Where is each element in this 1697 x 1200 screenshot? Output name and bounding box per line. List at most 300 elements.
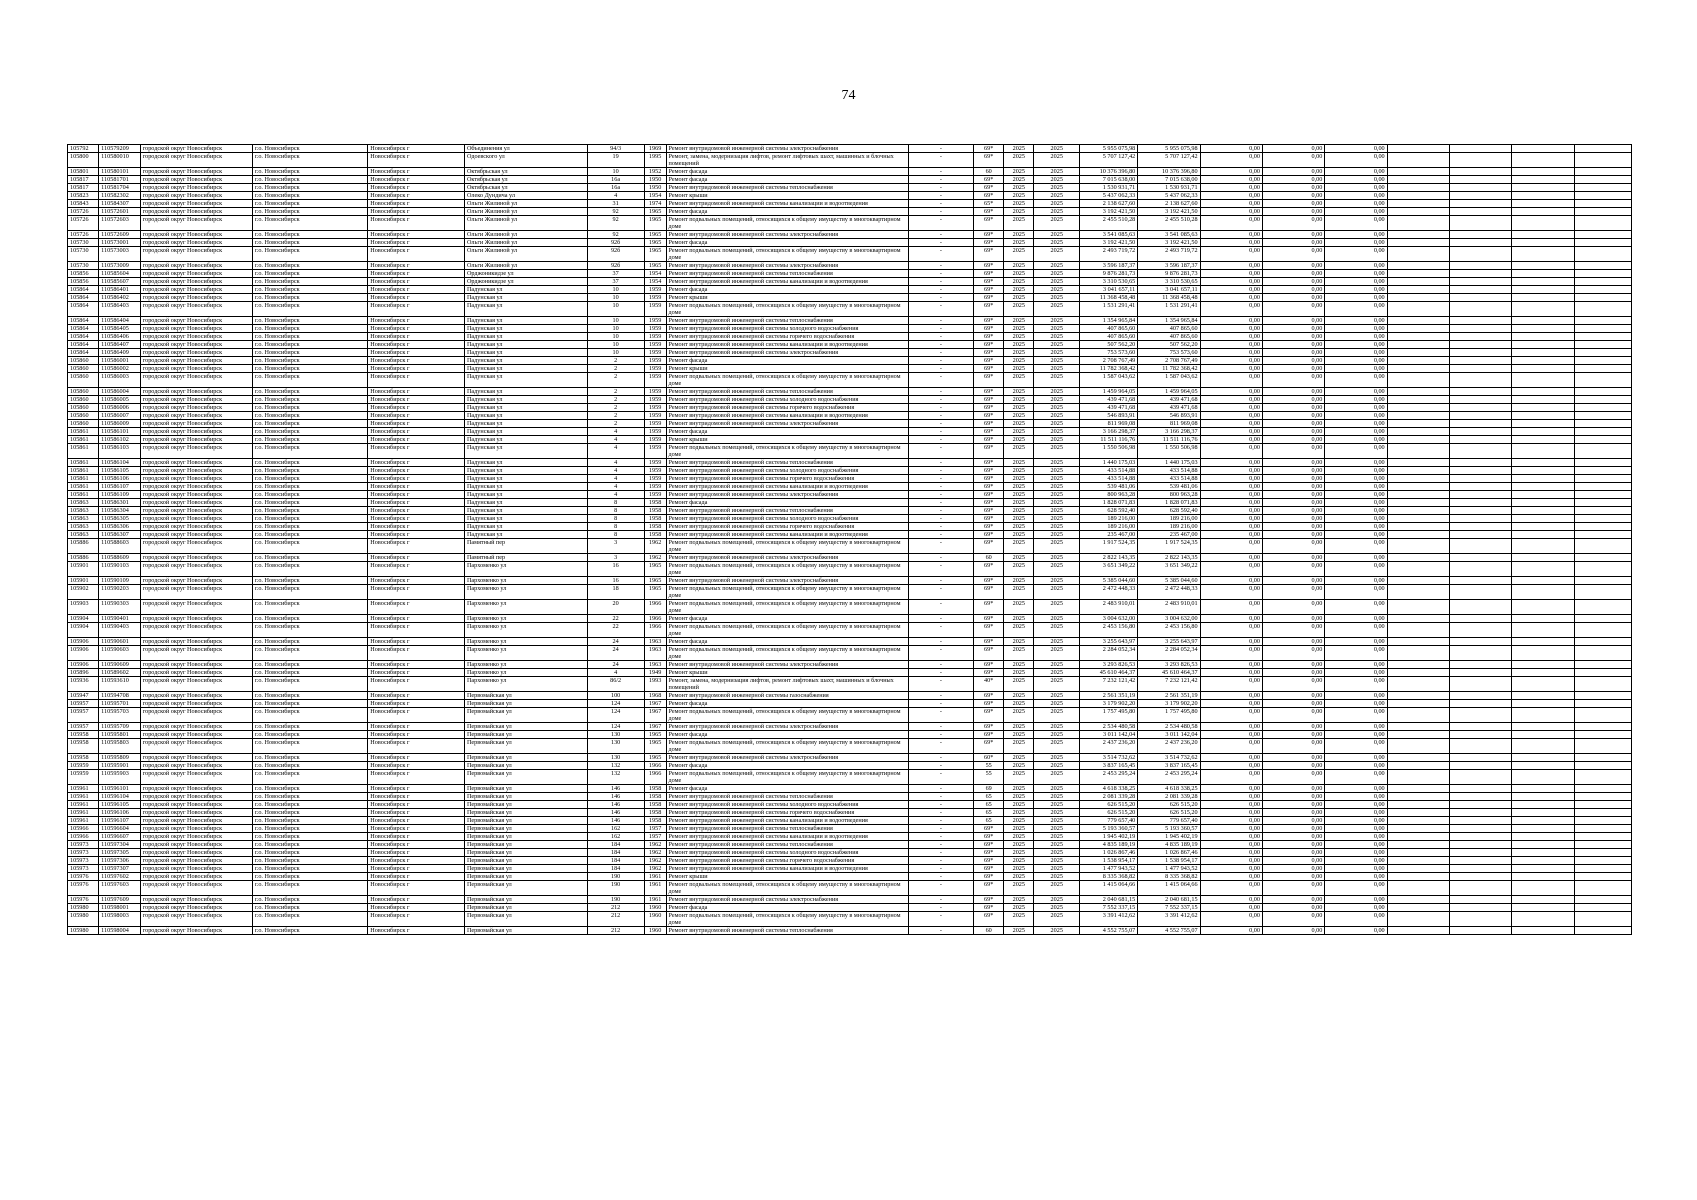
- cell-empty: [1387, 523, 1449, 531]
- cell-unit: -: [908, 677, 973, 692]
- cell-municipality: городской округ Новосибирск: [140, 317, 252, 325]
- cell-year-end: 2025: [1034, 881, 1080, 896]
- table-row: [68, 436, 1632, 444]
- cell-city: Новосибирск г: [368, 239, 465, 247]
- cell-owner-cost: 0,00: [1325, 754, 1387, 762]
- cell-build-year: 1995: [644, 153, 666, 168]
- cell-house-id: 105973: [68, 857, 99, 865]
- cell-region-cost: 0,00: [1200, 817, 1262, 825]
- cell-year-end: 2025: [1034, 770, 1080, 785]
- cell-year-start: 2025: [1004, 927, 1034, 935]
- cell-repair-type: Ремонт внутридомовой инженерной системы канализации и водоотведения: [666, 483, 908, 491]
- cell-build-year: 1959: [644, 428, 666, 436]
- table-row: [68, 700, 1632, 708]
- cell-empty: [1512, 491, 1574, 499]
- cell-district: г.о. Новосибирск: [252, 216, 367, 231]
- cell-house-number: 184: [587, 865, 644, 873]
- cell-total-cost: 1 440 175,03: [1080, 459, 1138, 467]
- cell-municipality: городской округ Новосибирск: [140, 216, 252, 231]
- cell-owner-cost: 0,00: [1325, 825, 1387, 833]
- cell-build-year: 1967: [644, 723, 666, 731]
- cell-wear: 69*: [974, 585, 1004, 600]
- cell-house-id: 105860: [68, 373, 99, 388]
- cell-district: г.о. Новосибирск: [252, 349, 367, 357]
- cell-year-end: 2025: [1034, 325, 1080, 333]
- cell-wear: 69*: [974, 459, 1004, 467]
- cell-street: Падунская ул: [464, 475, 587, 483]
- cell-street: Первомайская ул: [464, 881, 587, 896]
- cell-repair-type: Ремонт фасада: [666, 700, 908, 708]
- cell-wear: 69: [974, 785, 1004, 793]
- cell-empty: [1449, 708, 1511, 723]
- cell-street: Первомайская ул: [464, 849, 587, 857]
- cell-municipality: городской округ Новосибирск: [140, 927, 252, 935]
- cell-repair-type: Ремонт крыши: [666, 192, 908, 200]
- table-row: [68, 184, 1632, 192]
- cell-empty: [1449, 294, 1511, 302]
- cell-unit: -: [908, 208, 973, 216]
- cell-empty: [1574, 809, 1631, 817]
- table-row: [68, 857, 1632, 865]
- cell-empty: [1512, 475, 1574, 483]
- cell-region-cost: 0,00: [1200, 785, 1262, 793]
- cell-house-id: 105726: [68, 208, 99, 216]
- cell-empty: [1387, 333, 1449, 341]
- cell-empty: [1449, 428, 1511, 436]
- cell-house-number: 94/3: [587, 145, 644, 153]
- cell-repair-type: Ремонт фасада: [666, 428, 908, 436]
- cell-total-cost: 2 708 767,49: [1080, 357, 1138, 365]
- cell-empty: [1387, 554, 1449, 562]
- cell-municipal-cost: 0,00: [1262, 420, 1324, 428]
- cell-house-number: 190: [587, 881, 644, 896]
- cell-city: Новосибирск г: [368, 475, 465, 483]
- cell-fund-cost: 2 437 236,20: [1138, 739, 1200, 754]
- cell-empty: [1387, 428, 1449, 436]
- cell-owner-cost: 0,00: [1325, 739, 1387, 754]
- cell-municipal-cost: 0,00: [1262, 184, 1324, 192]
- cell-year-end: 2025: [1034, 444, 1080, 459]
- cell-year-end: 2025: [1034, 388, 1080, 396]
- cell-house-number: 8: [587, 531, 644, 539]
- cell-city: Новосибирск г: [368, 216, 465, 231]
- cell-wear: 69*: [974, 562, 1004, 577]
- cell-municipal-cost: 0,00: [1262, 708, 1324, 723]
- cell-empty: [1387, 357, 1449, 365]
- cell-wear: 69*: [974, 499, 1004, 507]
- table-row: [68, 270, 1632, 278]
- cell-region-cost: 0,00: [1200, 459, 1262, 467]
- cell-house-id: 105864: [68, 333, 99, 341]
- cell-district: г.о. Новосибирск: [252, 785, 367, 793]
- cell-empty: [1574, 286, 1631, 294]
- cell-empty: [1449, 669, 1511, 677]
- cell-empty: [1387, 475, 1449, 483]
- table-row: [68, 817, 1632, 825]
- cell-district: г.о. Новосибирск: [252, 262, 367, 270]
- cell-unit: -: [908, 841, 973, 849]
- cell-repair-id: 110590403: [99, 623, 141, 638]
- cell-empty: [1387, 325, 1449, 333]
- cell-empty: [1387, 176, 1449, 184]
- cell-repair-id: 110597306: [99, 857, 141, 865]
- cell-wear: 69*: [974, 700, 1004, 708]
- cell-district: г.о. Новосибирск: [252, 841, 367, 849]
- cell-repair-type: Ремонт фасада: [666, 286, 908, 294]
- cell-house-id: 105863: [68, 499, 99, 507]
- cell-municipal-cost: 0,00: [1262, 825, 1324, 833]
- cell-municipal-cost: 0,00: [1262, 270, 1324, 278]
- cell-municipal-cost: 0,00: [1262, 692, 1324, 700]
- cell-empty: [1574, 849, 1631, 857]
- cell-street: Падунская ул: [464, 420, 587, 428]
- cell-municipality: городской округ Новосибирск: [140, 754, 252, 762]
- cell-repair-id: 110590109: [99, 577, 141, 585]
- cell-total-cost: 7 015 638,00: [1080, 176, 1138, 184]
- cell-repair-type: Ремонт внутридомовой инженерной системы горячего водоснабжения: [666, 404, 908, 412]
- cell-district: г.о. Новосибирск: [252, 881, 367, 896]
- cell-repair-type: Ремонт фасада: [666, 785, 908, 793]
- cell-empty: [1449, 444, 1511, 459]
- cell-district: г.о. Новосибирск: [252, 638, 367, 646]
- table-row: [68, 317, 1632, 325]
- cell-street: Первомайская ул: [464, 825, 587, 833]
- cell-empty: [1387, 723, 1449, 731]
- cell-fund-cost: 1 945 402,19: [1138, 833, 1200, 841]
- cell-empty: [1449, 262, 1511, 270]
- cell-municipality: городской округ Новосибирск: [140, 467, 252, 475]
- cell-municipal-cost: 0,00: [1262, 865, 1324, 873]
- table-row: [68, 623, 1632, 638]
- cell-empty: [1387, 531, 1449, 539]
- cell-empty: [1449, 176, 1511, 184]
- cell-total-cost: 1 587 043,62: [1080, 373, 1138, 388]
- table-row: [68, 849, 1632, 857]
- cell-region-cost: 0,00: [1200, 467, 1262, 475]
- cell-year-start: 2025: [1004, 723, 1034, 731]
- cell-region-cost: 0,00: [1200, 523, 1262, 531]
- cell-empty: [1387, 857, 1449, 865]
- cell-empty: [1574, 515, 1631, 523]
- cell-build-year: 1993: [644, 677, 666, 692]
- cell-street: Первомайская ул: [464, 927, 587, 935]
- cell-house-number: 31: [587, 200, 644, 208]
- cell-empty: [1387, 646, 1449, 661]
- cell-repair-type: Ремонт внутридомовой инженерной системы канализации и водоотведения: [666, 412, 908, 420]
- cell-city: Новосибирск г: [368, 278, 465, 286]
- cell-repair-id: 110586401: [99, 286, 141, 294]
- cell-wear: 60*: [974, 754, 1004, 762]
- cell-street: Падунская ул: [464, 483, 587, 491]
- cell-repair-type: Ремонт фасада: [666, 208, 908, 216]
- cell-empty: [1449, 723, 1511, 731]
- cell-house-id: 105863: [68, 531, 99, 539]
- cell-district: г.о. Новосибирск: [252, 873, 367, 881]
- cell-street: Одоевского ул: [464, 153, 587, 168]
- cell-municipal-cost: 0,00: [1262, 278, 1324, 286]
- cell-municipality: городской округ Новосибирск: [140, 801, 252, 809]
- cell-city: Новосибирск г: [368, 762, 465, 770]
- cell-city: Новосибирск г: [368, 325, 465, 333]
- cell-wear: 69*: [974, 192, 1004, 200]
- cell-repair-id: 110590103: [99, 562, 141, 577]
- cell-year-start: 2025: [1004, 562, 1034, 577]
- cell-repair-type: Ремонт внутридомовой инженерной системы электроснабжения: [666, 262, 908, 270]
- cell-owner-cost: 0,00: [1325, 904, 1387, 912]
- cell-repair-id: 110572603: [99, 216, 141, 231]
- cell-wear: 69*: [974, 661, 1004, 669]
- cell-district: г.о. Новосибирск: [252, 436, 367, 444]
- cell-build-year: 1959: [644, 349, 666, 357]
- cell-street: Падунская ул: [464, 428, 587, 436]
- table-row: [68, 216, 1632, 231]
- cell-fund-cost: 433 514,88: [1138, 467, 1200, 475]
- cell-unit: -: [908, 428, 973, 436]
- cell-empty: [1512, 184, 1574, 192]
- cell-fund-cost: 1 026 867,46: [1138, 849, 1200, 857]
- cell-empty: [1512, 231, 1574, 239]
- table-row: [68, 661, 1632, 669]
- cell-year-end: 2025: [1034, 865, 1080, 873]
- cell-owner-cost: 0,00: [1325, 278, 1387, 286]
- cell-year-end: 2025: [1034, 483, 1080, 491]
- cell-street: Первомайская ул: [464, 793, 587, 801]
- cell-wear: 69*: [974, 491, 1004, 499]
- cell-total-cost: 626 515,20: [1080, 809, 1138, 817]
- cell-wear: 69*: [974, 270, 1004, 278]
- cell-build-year: 1959: [644, 365, 666, 373]
- cell-fund-cost: 1 354 965,84: [1138, 317, 1200, 325]
- cell-empty: [1512, 325, 1574, 333]
- cell-repair-id: 110586102: [99, 436, 141, 444]
- cell-year-start: 2025: [1004, 770, 1034, 785]
- cell-year-end: 2025: [1034, 723, 1080, 731]
- cell-city: Новосибирск г: [368, 817, 465, 825]
- cell-year-end: 2025: [1034, 459, 1080, 467]
- cell-house-id: 105957: [68, 708, 99, 723]
- cell-empty: [1387, 286, 1449, 294]
- cell-region-cost: 0,00: [1200, 270, 1262, 278]
- cell-district: г.о. Новосибирск: [252, 661, 367, 669]
- cell-empty: [1449, 302, 1511, 317]
- cell-year-start: 2025: [1004, 731, 1034, 739]
- page-number: 74: [841, 88, 856, 103]
- cell-street: Октябрьская ул: [464, 176, 587, 184]
- cell-street: Падунская ул: [464, 507, 587, 515]
- cell-street: Первомайская ул: [464, 770, 587, 785]
- cell-year-start: 2025: [1004, 708, 1034, 723]
- cell-region-cost: 0,00: [1200, 531, 1262, 539]
- cell-owner-cost: 0,00: [1325, 404, 1387, 412]
- cell-region-cost: 0,00: [1200, 278, 1262, 286]
- cell-region-cost: 0,00: [1200, 801, 1262, 809]
- cell-city: Новосибирск г: [368, 600, 465, 615]
- cell-municipality: городской округ Новосибирск: [140, 373, 252, 388]
- cell-total-cost: 3 837 165,45: [1080, 762, 1138, 770]
- cell-build-year: 1959: [644, 467, 666, 475]
- cell-empty: [1387, 708, 1449, 723]
- cell-district: г.о. Новосибирск: [252, 809, 367, 817]
- cell-region-cost: 0,00: [1200, 436, 1262, 444]
- cell-empty: [1574, 184, 1631, 192]
- cell-region-cost: 0,00: [1200, 600, 1262, 615]
- table-row: [68, 286, 1632, 294]
- cell-house-number: 132: [587, 770, 644, 785]
- cell-unit: -: [908, 499, 973, 507]
- cell-unit: -: [908, 554, 973, 562]
- cell-municipality: городской округ Новосибирск: [140, 523, 252, 531]
- cell-build-year: 1959: [644, 294, 666, 302]
- cell-house-id: 105973: [68, 865, 99, 873]
- cell-empty: [1387, 200, 1449, 208]
- cell-municipal-cost: 0,00: [1262, 841, 1324, 849]
- cell-repair-type: Ремонт внутридомовой инженерной системы холодного водоснабжения: [666, 467, 908, 475]
- cell-total-cost: 10 376 396,80: [1080, 168, 1138, 176]
- cell-repair-type: Ремонт внутридомовой инженерной системы электроснабжения: [666, 554, 908, 562]
- cell-empty: [1387, 873, 1449, 881]
- cell-repair-id: 110594708: [99, 692, 141, 700]
- cell-repair-type: Ремонт внутридомовой инженерной системы канализации и водоотведения: [666, 200, 908, 208]
- cell-wear: 69*: [974, 531, 1004, 539]
- cell-unit: -: [908, 176, 973, 184]
- cell-empty: [1449, 731, 1511, 739]
- cell-region-cost: 0,00: [1200, 554, 1262, 562]
- cell-year-end: 2025: [1034, 677, 1080, 692]
- cell-year-start: 2025: [1004, 873, 1034, 881]
- cell-fund-cost: 7 015 638,00: [1138, 176, 1200, 184]
- cell-total-cost: 3 310 530,65: [1080, 278, 1138, 286]
- cell-unit: -: [908, 262, 973, 270]
- table-row: [68, 483, 1632, 491]
- cell-municipal-cost: 0,00: [1262, 325, 1324, 333]
- cell-street: Октябрьская ул: [464, 168, 587, 176]
- cell-empty: [1449, 325, 1511, 333]
- cell-house-id: 105973: [68, 841, 99, 849]
- cell-fund-cost: 2 453 295,24: [1138, 770, 1200, 785]
- cell-region-cost: 0,00: [1200, 623, 1262, 638]
- cell-region-cost: 0,00: [1200, 577, 1262, 585]
- cell-empty: [1449, 333, 1511, 341]
- cell-city: Новосибирск г: [368, 785, 465, 793]
- cell-owner-cost: 0,00: [1325, 523, 1387, 531]
- cell-unit: -: [908, 562, 973, 577]
- cell-empty: [1387, 865, 1449, 873]
- cell-year-start: 2025: [1004, 646, 1034, 661]
- cell-district: г.о. Новосибирск: [252, 491, 367, 499]
- cell-wear: 69*: [974, 475, 1004, 483]
- cell-empty: [1512, 428, 1574, 436]
- cell-region-cost: 0,00: [1200, 562, 1262, 577]
- cell-empty: [1574, 770, 1631, 785]
- cell-fund-cost: 1 415 064,66: [1138, 881, 1200, 896]
- cell-empty: [1574, 857, 1631, 865]
- cell-district: г.о. Новосибирск: [252, 731, 367, 739]
- cell-empty: [1574, 754, 1631, 762]
- cell-empty: [1512, 539, 1574, 554]
- cell-year-end: 2025: [1034, 615, 1080, 623]
- cell-municipality: городской округ Новосибирск: [140, 515, 252, 523]
- cell-repair-id: 110586101: [99, 428, 141, 436]
- cell-city: Новосибирск г: [368, 192, 465, 200]
- cell-empty: [1574, 467, 1631, 475]
- cell-district: г.о. Новосибирск: [252, 562, 367, 577]
- cell-empty: [1512, 770, 1574, 785]
- cell-unit: -: [908, 669, 973, 677]
- cell-municipal-cost: 0,00: [1262, 200, 1324, 208]
- cell-empty: [1574, 873, 1631, 881]
- cell-empty: [1387, 153, 1449, 168]
- cell-empty: [1574, 168, 1631, 176]
- cell-empty: [1449, 873, 1511, 881]
- cell-total-cost: 9 876 281,73: [1080, 270, 1138, 278]
- cell-empty: [1512, 200, 1574, 208]
- cell-year-end: 2025: [1034, 809, 1080, 817]
- cell-fund-cost: 3 596 187,37: [1138, 262, 1200, 270]
- cell-wear: 69*: [974, 904, 1004, 912]
- cell-year-start: 2025: [1004, 325, 1034, 333]
- cell-empty: [1449, 825, 1511, 833]
- cell-total-cost: 2 138 627,60: [1080, 200, 1138, 208]
- cell-owner-cost: 0,00: [1325, 515, 1387, 523]
- cell-wear: 69*: [974, 723, 1004, 731]
- cell-empty: [1449, 231, 1511, 239]
- table-row: [68, 349, 1632, 357]
- cell-empty: [1574, 294, 1631, 302]
- cell-build-year: 1949: [644, 669, 666, 677]
- cell-municipality: городской округ Новосибирск: [140, 436, 252, 444]
- cell-municipal-cost: 0,00: [1262, 365, 1324, 373]
- cell-year-start: 2025: [1004, 739, 1034, 754]
- cell-total-cost: 407 865,60: [1080, 333, 1138, 341]
- cell-empty: [1574, 475, 1631, 483]
- cell-unit: -: [908, 365, 973, 373]
- cell-city: Новосибирск г: [368, 531, 465, 539]
- cell-total-cost: 2 453 156,80: [1080, 623, 1138, 638]
- cell-house-id: 105966: [68, 825, 99, 833]
- cell-empty: [1574, 420, 1631, 428]
- cell-year-end: 2025: [1034, 208, 1080, 216]
- cell-house-number: 4: [587, 436, 644, 444]
- cell-city: Новосибирск г: [368, 317, 465, 325]
- cell-empty: [1512, 270, 1574, 278]
- cell-house-id: 105961: [68, 793, 99, 801]
- cell-fund-cost: 2 455 510,28: [1138, 216, 1200, 231]
- cell-empty: [1512, 661, 1574, 669]
- cell-city: Новосибирск г: [368, 515, 465, 523]
- cell-repair-type: Ремонт внутридомовой инженерной системы теплоснабжения: [666, 841, 908, 849]
- cell-repair-id: 110595701: [99, 700, 141, 708]
- cell-year-start: 2025: [1004, 539, 1034, 554]
- cell-build-year: 1959: [644, 491, 666, 499]
- cell-municipal-cost: 0,00: [1262, 459, 1324, 467]
- cell-district: г.о. Новосибирск: [252, 192, 367, 200]
- cell-district: г.о. Новосибирск: [252, 857, 367, 865]
- cell-build-year: 1958: [644, 499, 666, 507]
- table-body: [68, 145, 1632, 935]
- cell-year-start: 2025: [1004, 881, 1034, 896]
- cell-total-cost: 2 284 052,34: [1080, 646, 1138, 661]
- cell-wear: 60: [974, 927, 1004, 935]
- cell-unit: -: [908, 153, 973, 168]
- cell-owner-cost: 0,00: [1325, 723, 1387, 731]
- cell-region-cost: 0,00: [1200, 294, 1262, 302]
- cell-empty: [1449, 638, 1511, 646]
- cell-empty: [1512, 483, 1574, 491]
- cell-house-id: 105730: [68, 262, 99, 270]
- cell-house-number: 146: [587, 801, 644, 809]
- cell-fund-cost: 10 376 396,80: [1138, 168, 1200, 176]
- cell-total-cost: 2 483 910,01: [1080, 600, 1138, 615]
